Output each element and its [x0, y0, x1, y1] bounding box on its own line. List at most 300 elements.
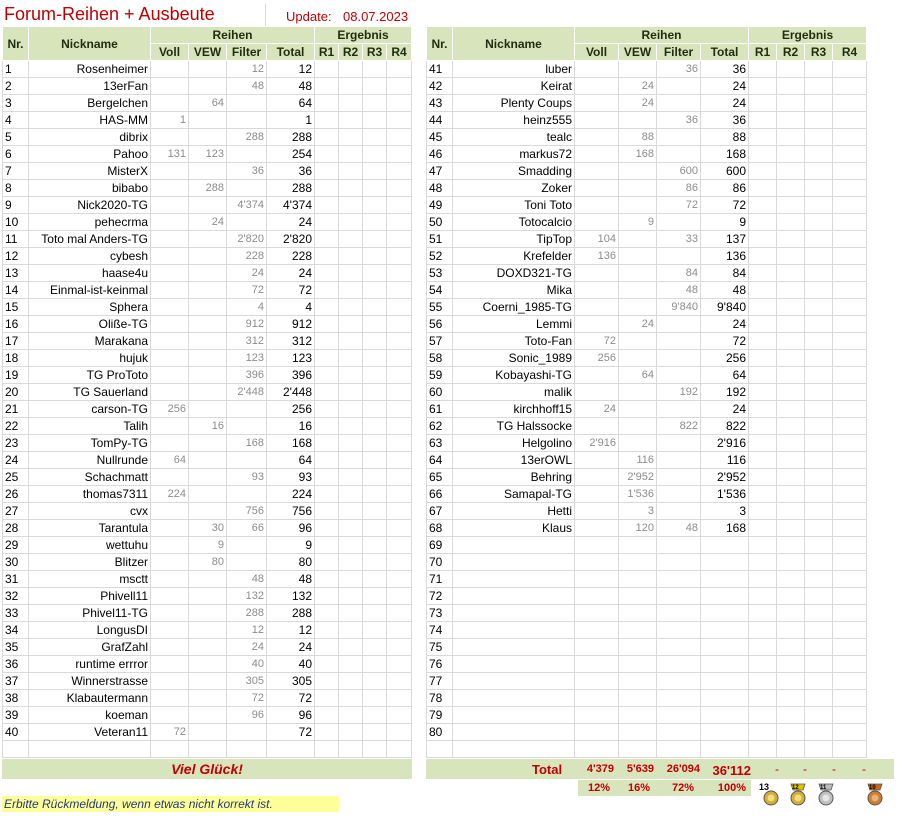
row-nr[interactable]: 37: [3, 673, 29, 690]
row-voll[interactable]: [575, 112, 619, 129]
row-vew[interactable]: [619, 690, 657, 707]
row-r4[interactable]: [387, 469, 412, 486]
row-voll[interactable]: [151, 384, 189, 401]
row-filter[interactable]: 48: [227, 571, 267, 588]
row-total[interactable]: 9: [701, 214, 749, 231]
blank-cell[interactable]: [619, 741, 657, 758]
row-vew[interactable]: 24: [619, 95, 657, 112]
blank-cell[interactable]: [427, 741, 453, 758]
row-r3[interactable]: [805, 231, 833, 248]
row-r3[interactable]: [363, 724, 387, 741]
row-r2[interactable]: [339, 724, 363, 741]
row-nickname[interactable]: heinz555: [453, 112, 575, 129]
row-r2[interactable]: [339, 571, 363, 588]
row-r1[interactable]: [315, 486, 339, 503]
row-filter[interactable]: 24: [227, 639, 267, 656]
row-r4[interactable]: [387, 486, 412, 503]
row-r1[interactable]: [315, 435, 339, 452]
row-nr[interactable]: 14: [3, 282, 29, 299]
blank-cell[interactable]: [387, 741, 412, 758]
row-vew[interactable]: [619, 724, 657, 741]
row-total[interactable]: [701, 690, 749, 707]
row-nickname[interactable]: Einmal-ist-keinmal: [29, 282, 151, 299]
row-nr[interactable]: 77: [427, 673, 453, 690]
row-r3[interactable]: [363, 384, 387, 401]
row-nickname[interactable]: dibrix: [29, 129, 151, 146]
row-r2[interactable]: [339, 180, 363, 197]
row-voll[interactable]: [575, 418, 619, 435]
row-total[interactable]: 93: [267, 469, 315, 486]
row-voll[interactable]: [575, 146, 619, 163]
row-filter[interactable]: 72: [227, 282, 267, 299]
blank-cell[interactable]: [315, 741, 339, 758]
row-nickname[interactable]: TomPy-TG: [29, 435, 151, 452]
row-r3[interactable]: [363, 673, 387, 690]
row-nickname[interactable]: wettuhu: [29, 537, 151, 554]
row-r1[interactable]: [315, 673, 339, 690]
row-nickname[interactable]: Nullrunde: [29, 452, 151, 469]
row-vew[interactable]: [189, 401, 227, 418]
row-filter[interactable]: 33: [657, 231, 701, 248]
row-nickname[interactable]: [453, 724, 575, 741]
row-voll[interactable]: [575, 673, 619, 690]
row-nr[interactable]: 8: [3, 180, 29, 197]
row-nr[interactable]: 1: [3, 61, 29, 78]
row-nickname[interactable]: Toni Toto: [453, 197, 575, 214]
row-r3[interactable]: [363, 282, 387, 299]
row-r4[interactable]: [387, 265, 412, 282]
row-nickname[interactable]: Rosenheimer: [29, 61, 151, 78]
row-r4[interactable]: [833, 333, 867, 350]
row-r2[interactable]: [777, 265, 805, 282]
row-r2[interactable]: [777, 486, 805, 503]
row-r1[interactable]: [315, 418, 339, 435]
row-r1[interactable]: [315, 231, 339, 248]
row-nr[interactable]: 62: [427, 418, 453, 435]
row-r4[interactable]: [833, 61, 867, 78]
row-vew[interactable]: [189, 435, 227, 452]
row-nr[interactable]: 79: [427, 707, 453, 724]
row-voll[interactable]: [575, 707, 619, 724]
row-voll[interactable]: [575, 520, 619, 537]
row-total[interactable]: 192: [701, 384, 749, 401]
row-r2[interactable]: [339, 367, 363, 384]
row-vew[interactable]: [619, 61, 657, 78]
row-r1[interactable]: [749, 265, 777, 282]
row-r1[interactable]: [749, 707, 777, 724]
blank-cell[interactable]: [453, 741, 575, 758]
row-vew[interactable]: [189, 197, 227, 214]
row-vew[interactable]: [619, 248, 657, 265]
row-total[interactable]: 64: [267, 452, 315, 469]
row-r4[interactable]: [387, 333, 412, 350]
row-r4[interactable]: [833, 231, 867, 248]
row-r4[interactable]: [833, 605, 867, 622]
row-vew[interactable]: 88: [619, 129, 657, 146]
row-total[interactable]: 72: [267, 690, 315, 707]
row-nr[interactable]: 68: [427, 520, 453, 537]
row-voll[interactable]: [575, 639, 619, 656]
row-voll[interactable]: 131: [151, 146, 189, 163]
row-nickname[interactable]: cvx: [29, 503, 151, 520]
row-nr[interactable]: 34: [3, 622, 29, 639]
row-vew[interactable]: [619, 163, 657, 180]
row-filter[interactable]: [227, 401, 267, 418]
row-r4[interactable]: [387, 197, 412, 214]
row-filter[interactable]: 9'840: [657, 299, 701, 316]
row-filter[interactable]: 2'448: [227, 384, 267, 401]
row-nickname[interactable]: tealc: [453, 129, 575, 146]
row-vew[interactable]: [189, 384, 227, 401]
row-r1[interactable]: [315, 724, 339, 741]
row-total[interactable]: 396: [267, 367, 315, 384]
row-r1[interactable]: [749, 435, 777, 452]
row-filter[interactable]: [657, 401, 701, 418]
row-r2[interactable]: [777, 554, 805, 571]
row-r1[interactable]: [749, 78, 777, 95]
row-r4[interactable]: [833, 299, 867, 316]
row-nr[interactable]: 40: [3, 724, 29, 741]
row-r1[interactable]: [315, 554, 339, 571]
row-nr[interactable]: 26: [3, 486, 29, 503]
row-vew[interactable]: [619, 554, 657, 571]
row-nickname[interactable]: Marakana: [29, 333, 151, 350]
row-r2[interactable]: [777, 537, 805, 554]
row-nr[interactable]: 35: [3, 639, 29, 656]
row-vew[interactable]: [189, 231, 227, 248]
row-r1[interactable]: [315, 163, 339, 180]
row-vew[interactable]: [619, 350, 657, 367]
row-r1[interactable]: [749, 673, 777, 690]
row-r2[interactable]: [339, 656, 363, 673]
row-r2[interactable]: [777, 299, 805, 316]
row-r4[interactable]: [833, 384, 867, 401]
row-nickname[interactable]: TG ProToto: [29, 367, 151, 384]
row-total[interactable]: 12: [267, 61, 315, 78]
row-filter[interactable]: 86: [657, 180, 701, 197]
row-r1[interactable]: [315, 350, 339, 367]
row-r4[interactable]: [833, 197, 867, 214]
row-nickname[interactable]: Kobayashi-TG: [453, 367, 575, 384]
row-r1[interactable]: [315, 622, 339, 639]
row-vew[interactable]: 64: [189, 95, 227, 112]
blank-cell[interactable]: [151, 741, 189, 758]
row-total[interactable]: 24: [267, 639, 315, 656]
row-filter[interactable]: [227, 724, 267, 741]
row-total[interactable]: 72: [267, 282, 315, 299]
row-filter[interactable]: 288: [227, 129, 267, 146]
row-voll[interactable]: [575, 367, 619, 384]
row-vew[interactable]: [619, 231, 657, 248]
row-nr[interactable]: 42: [427, 78, 453, 95]
row-r4[interactable]: [387, 61, 412, 78]
row-voll[interactable]: [575, 554, 619, 571]
row-nickname[interactable]: Phivel11-TG: [29, 605, 151, 622]
row-r3[interactable]: [805, 486, 833, 503]
row-r4[interactable]: [833, 129, 867, 146]
row-r4[interactable]: [833, 724, 867, 741]
row-voll[interactable]: [151, 129, 189, 146]
row-nr[interactable]: 46: [427, 146, 453, 163]
row-nickname[interactable]: Pahoo: [29, 146, 151, 163]
row-r2[interactable]: [777, 418, 805, 435]
row-r3[interactable]: [805, 707, 833, 724]
row-r3[interactable]: [805, 248, 833, 265]
row-nr[interactable]: 65: [427, 469, 453, 486]
row-r2[interactable]: [777, 112, 805, 129]
row-total[interactable]: [701, 588, 749, 605]
row-filter[interactable]: 228: [227, 248, 267, 265]
row-r1[interactable]: [749, 537, 777, 554]
row-vew[interactable]: [189, 112, 227, 129]
row-voll[interactable]: [151, 163, 189, 180]
row-r3[interactable]: [363, 418, 387, 435]
row-total[interactable]: [701, 707, 749, 724]
row-r2[interactable]: [339, 248, 363, 265]
row-total[interactable]: 24: [701, 401, 749, 418]
row-nickname[interactable]: [453, 639, 575, 656]
row-r3[interactable]: [805, 724, 833, 741]
row-r2[interactable]: [777, 724, 805, 741]
row-total[interactable]: 12: [267, 622, 315, 639]
row-filter[interactable]: 12: [227, 622, 267, 639]
row-vew[interactable]: [619, 588, 657, 605]
row-r2[interactable]: [777, 401, 805, 418]
row-nickname[interactable]: hujuk: [29, 350, 151, 367]
row-nickname[interactable]: markus72: [453, 146, 575, 163]
row-nickname[interactable]: DOXD321-TG: [453, 265, 575, 282]
row-r2[interactable]: [777, 350, 805, 367]
row-r2[interactable]: [339, 435, 363, 452]
row-vew[interactable]: [189, 469, 227, 486]
row-r2[interactable]: [777, 248, 805, 265]
row-r1[interactable]: [749, 214, 777, 231]
row-r4[interactable]: [387, 282, 412, 299]
row-r2[interactable]: [339, 265, 363, 282]
row-voll[interactable]: [575, 316, 619, 333]
row-r3[interactable]: [805, 197, 833, 214]
row-nickname[interactable]: Klabautermann: [29, 690, 151, 707]
row-r3[interactable]: [805, 367, 833, 384]
row-r2[interactable]: [339, 333, 363, 350]
row-vew[interactable]: [619, 571, 657, 588]
row-total[interactable]: 24: [701, 316, 749, 333]
row-nickname[interactable]: Lemmi: [453, 316, 575, 333]
row-r4[interactable]: [387, 452, 412, 469]
row-total[interactable]: 2'952: [701, 469, 749, 486]
row-r2[interactable]: [339, 112, 363, 129]
row-total[interactable]: 168: [701, 520, 749, 537]
row-total[interactable]: 72: [701, 333, 749, 350]
row-nr[interactable]: 33: [3, 605, 29, 622]
blank-cell[interactable]: [805, 741, 833, 758]
row-nickname[interactable]: HAS-MM: [29, 112, 151, 129]
row-total[interactable]: 254: [267, 146, 315, 163]
row-filter[interactable]: 756: [227, 503, 267, 520]
row-r1[interactable]: [749, 605, 777, 622]
row-r4[interactable]: [833, 316, 867, 333]
row-nr[interactable]: 63: [427, 435, 453, 452]
row-vew[interactable]: [619, 384, 657, 401]
row-r2[interactable]: [777, 78, 805, 95]
row-r4[interactable]: [833, 503, 867, 520]
row-r1[interactable]: [315, 146, 339, 163]
row-r1[interactable]: [749, 384, 777, 401]
row-voll[interactable]: [575, 724, 619, 741]
row-voll[interactable]: [575, 299, 619, 316]
row-nr[interactable]: 50: [427, 214, 453, 231]
row-nickname[interactable]: [453, 588, 575, 605]
row-r1[interactable]: [749, 197, 777, 214]
row-nickname[interactable]: luber: [453, 61, 575, 78]
row-vew[interactable]: 1'536: [619, 486, 657, 503]
row-r3[interactable]: [363, 112, 387, 129]
row-voll[interactable]: [575, 95, 619, 112]
row-r2[interactable]: [339, 673, 363, 690]
row-r1[interactable]: [749, 316, 777, 333]
row-voll[interactable]: [151, 435, 189, 452]
row-r3[interactable]: [363, 350, 387, 367]
row-vew[interactable]: 80: [189, 554, 227, 571]
row-total[interactable]: 224: [267, 486, 315, 503]
row-filter[interactable]: [657, 486, 701, 503]
row-filter[interactable]: 72: [227, 690, 267, 707]
row-filter[interactable]: [657, 248, 701, 265]
row-r3[interactable]: [805, 282, 833, 299]
row-voll[interactable]: [151, 622, 189, 639]
row-total[interactable]: 24: [701, 95, 749, 112]
row-voll[interactable]: [151, 95, 189, 112]
row-nr[interactable]: 69: [427, 537, 453, 554]
row-r2[interactable]: [777, 231, 805, 248]
row-r4[interactable]: [833, 350, 867, 367]
row-vew[interactable]: [189, 639, 227, 656]
row-total[interactable]: 36: [267, 163, 315, 180]
row-nickname[interactable]: MisterX: [29, 163, 151, 180]
row-nickname[interactable]: Plenty Coups: [453, 95, 575, 112]
row-r3[interactable]: [805, 656, 833, 673]
row-filter[interactable]: [657, 452, 701, 469]
row-nr[interactable]: 52: [427, 248, 453, 265]
row-vew[interactable]: [619, 418, 657, 435]
row-voll[interactable]: [575, 537, 619, 554]
row-total[interactable]: 96: [267, 520, 315, 537]
row-nr[interactable]: 58: [427, 350, 453, 367]
row-filter[interactable]: [657, 605, 701, 622]
row-r1[interactable]: [315, 605, 339, 622]
row-r1[interactable]: [315, 282, 339, 299]
row-r1[interactable]: [749, 129, 777, 146]
row-nickname[interactable]: [453, 537, 575, 554]
row-vew[interactable]: 168: [619, 146, 657, 163]
row-nickname[interactable]: [453, 690, 575, 707]
row-filter[interactable]: [657, 78, 701, 95]
row-nr[interactable]: 29: [3, 537, 29, 554]
row-nr[interactable]: 13: [3, 265, 29, 282]
row-r3[interactable]: [363, 554, 387, 571]
row-filter[interactable]: [657, 588, 701, 605]
row-total[interactable]: 36: [701, 61, 749, 78]
blank-cell[interactable]: [749, 741, 777, 758]
row-nr[interactable]: 70: [427, 554, 453, 571]
row-filter[interactable]: [657, 656, 701, 673]
row-voll[interactable]: [151, 605, 189, 622]
row-r4[interactable]: [833, 486, 867, 503]
row-nickname[interactable]: Krefelder: [453, 248, 575, 265]
row-vew[interactable]: [619, 537, 657, 554]
row-r3[interactable]: [363, 707, 387, 724]
row-r2[interactable]: [339, 622, 363, 639]
row-voll[interactable]: [151, 520, 189, 537]
row-nr[interactable]: 51: [427, 231, 453, 248]
row-nickname[interactable]: [453, 622, 575, 639]
row-nr[interactable]: 55: [427, 299, 453, 316]
blank-cell[interactable]: [777, 741, 805, 758]
row-r1[interactable]: [315, 197, 339, 214]
row-r4[interactable]: [387, 639, 412, 656]
row-total[interactable]: 86: [701, 180, 749, 197]
row-r1[interactable]: [315, 78, 339, 95]
row-nickname[interactable]: runtime errror: [29, 656, 151, 673]
row-filter[interactable]: 2'820: [227, 231, 267, 248]
row-r3[interactable]: [805, 112, 833, 129]
row-nr[interactable]: 57: [427, 333, 453, 350]
row-r1[interactable]: [749, 231, 777, 248]
row-r2[interactable]: [339, 469, 363, 486]
row-r3[interactable]: [363, 452, 387, 469]
row-r2[interactable]: [339, 554, 363, 571]
row-r1[interactable]: [315, 571, 339, 588]
row-voll[interactable]: [151, 61, 189, 78]
row-voll[interactable]: [151, 282, 189, 299]
row-nickname[interactable]: Samapal-TG: [453, 486, 575, 503]
row-r2[interactable]: [339, 282, 363, 299]
blank-cell[interactable]: [657, 741, 701, 758]
row-r2[interactable]: [339, 231, 363, 248]
row-r3[interactable]: [805, 316, 833, 333]
row-r1[interactable]: [315, 452, 339, 469]
row-nr[interactable]: 67: [427, 503, 453, 520]
row-r4[interactable]: [387, 571, 412, 588]
row-r2[interactable]: [339, 690, 363, 707]
row-filter[interactable]: 396: [227, 367, 267, 384]
row-r2[interactable]: [777, 282, 805, 299]
row-r3[interactable]: [363, 537, 387, 554]
row-vew[interactable]: 24: [189, 214, 227, 231]
row-nickname[interactable]: Schachmatt: [29, 469, 151, 486]
row-nickname[interactable]: Oliße-TG: [29, 316, 151, 333]
row-r2[interactable]: [339, 452, 363, 469]
row-filter[interactable]: [657, 707, 701, 724]
row-r3[interactable]: [805, 588, 833, 605]
row-r3[interactable]: [805, 350, 833, 367]
row-r3[interactable]: [805, 452, 833, 469]
row-vew[interactable]: [189, 452, 227, 469]
row-nr[interactable]: 9: [3, 197, 29, 214]
row-r3[interactable]: [805, 129, 833, 146]
row-r3[interactable]: [805, 639, 833, 656]
row-voll[interactable]: [575, 469, 619, 486]
row-r1[interactable]: [749, 622, 777, 639]
row-r4[interactable]: [833, 639, 867, 656]
row-r1[interactable]: [315, 265, 339, 282]
row-voll[interactable]: 136: [575, 248, 619, 265]
row-r2[interactable]: [777, 180, 805, 197]
row-voll[interactable]: [151, 656, 189, 673]
row-r4[interactable]: [387, 367, 412, 384]
row-total[interactable]: 36: [701, 112, 749, 129]
row-r3[interactable]: [363, 95, 387, 112]
